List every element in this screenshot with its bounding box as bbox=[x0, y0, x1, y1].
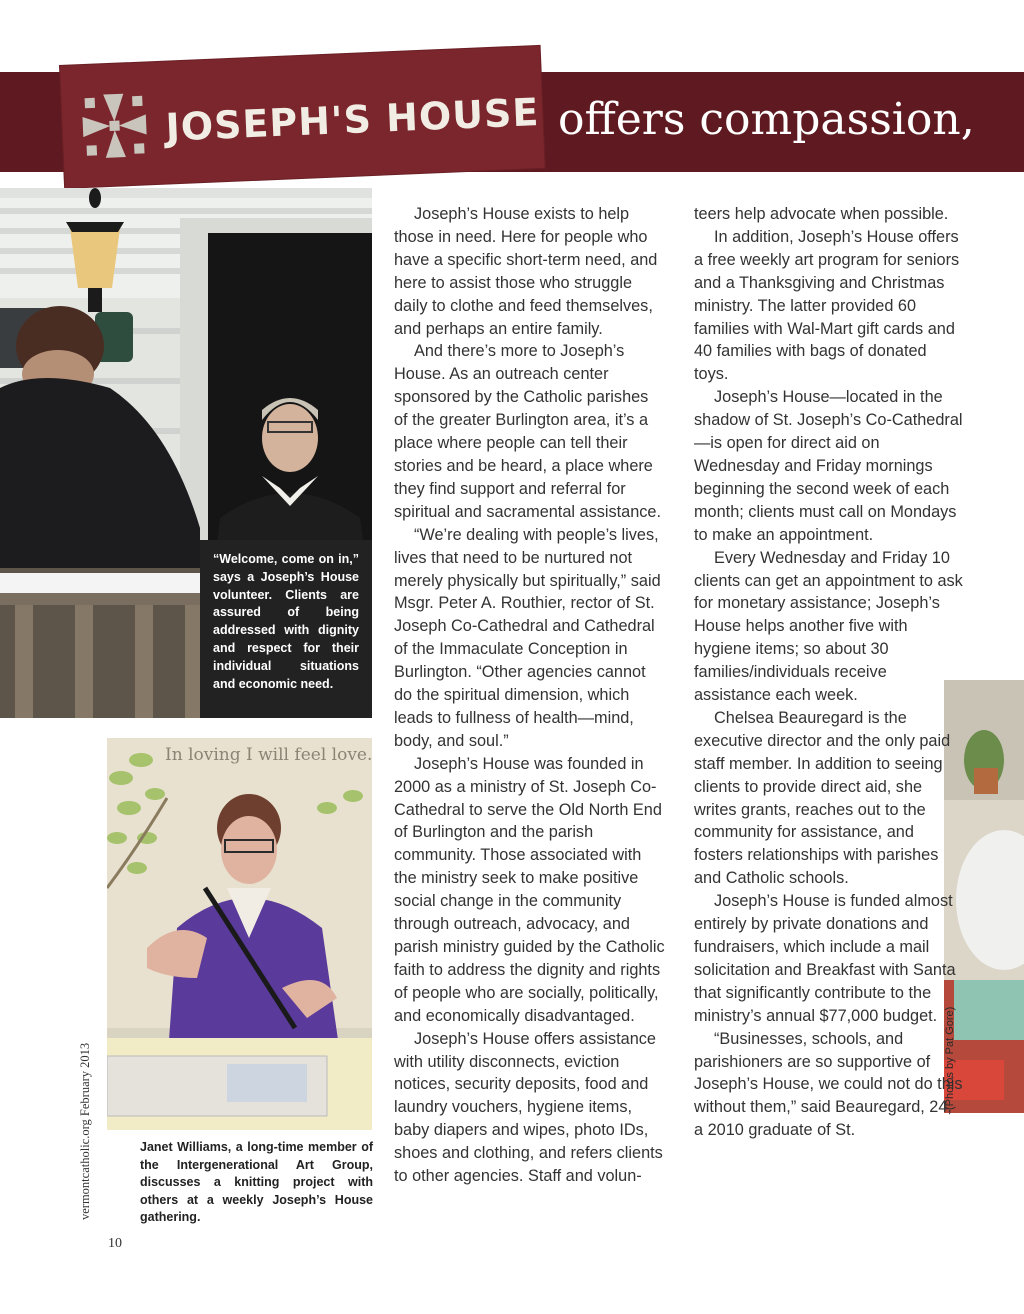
magazine-side-credit: vermontcatholic.org February 2013 bbox=[78, 1042, 92, 1220]
article-subtitle: offers compassion, bbox=[558, 94, 975, 145]
page-number: 10 bbox=[108, 1236, 122, 1251]
photo-caption-art-group: Janet Williams, a long-time member of the Intergenerational Art Group, discusses a knitting project with others at a weekly Joseph’s House gathering. bbox=[140, 1140, 373, 1225]
photo-credit: (Photos by Pat Gore) bbox=[944, 1006, 956, 1110]
title-plate bbox=[60, 46, 545, 188]
article-paragraph: Chelsea Beauregard is the executive director and the only paid staff member. In addition to seeing clients to provide direct aid, she writes grants, reaches out to the community for assistance, and fosters relationships with parishes and Catholic schools. bbox=[694, 708, 951, 888]
article-paragraph: “Businesses, schools, and parishioners are so supportive of Joseph’s House, we could not do this without them,” said Beauregard, 24, a 2010 graduate of St. bbox=[694, 1029, 963, 1140]
photo-caption-door: “Welcome, come on in,” says a Joseph’s House volunteer. Clients are assured of being addressed with dignity and respect for their individual situations and economic need. bbox=[213, 552, 359, 691]
article-paragraph: Every Wednesday and Friday 10 clients can get an appointment to ask for monetary assistance; Joseph’s House helps another five with hygiene items; so about 30 families/individuals receive assistance each week. bbox=[694, 548, 963, 705]
wall-quote: In loving I will feel love. bbox=[165, 745, 372, 765]
article-paragraph: Joseph’s House offers assistance with utility disconnects, eviction notices, security deposits, food and laundry vouchers, hygiene items, baby diapers and wipes, photo IDs, shoes and clothing, and refers clients to other agencies. Staff and volun- bbox=[394, 1029, 663, 1186]
article-paragraph: In addition, Joseph’s House offers a free weekly art program for seniors and a Thanksgiving and Christmas ministry. The latter provided 60 families with Wal-Mart gift cards and 40 families with bags of donated toys. bbox=[694, 227, 960, 384]
article-column-left bbox=[394, 203, 666, 1188]
maltese-cross-icon bbox=[77, 88, 152, 163]
article-paragraph: And there’s more to Joseph’s House. As an outreach center sponsored by the Catholic parishes of the greater Burlington area, it’s a place where people can tell their stories and be heard, a place where they find support and referral for spiritual and sacramental assistance. bbox=[394, 342, 661, 521]
article-paragraph: teers help advocate when possible. bbox=[694, 205, 949, 223]
art-group-photo-illustration bbox=[107, 738, 372, 1130]
article-column-right bbox=[694, 203, 964, 1142]
article-paragraph: Joseph’s House is funded almost entirely by private donations and fundraisers, which include a mail solicitation and Breakfast with Santa that significantly contribute to the ministry’s annual $77,000 budget. bbox=[694, 892, 956, 1025]
article-paragraph: Joseph’s House was founded in 2000 as a ministry of St. Joseph Co-Cathedral to serve the Old North End of Burlington and the parish community. Those associated with the ministry seek to make positive social change in the community through outreach, advocacy, and parish ministry guided by the Catholic faith to address the dignity and rights of people who are socially, politically, and economically disadvantaged. bbox=[394, 754, 665, 1025]
article-title: JOSEPH'S HOUSE bbox=[164, 89, 541, 150]
article-paragraph: Joseph’s House exists to help those in need. Here for people who have a specific short-term need, and here to assist those who struggle daily to clothe and feed themselves, and perhaps an entire family. bbox=[394, 205, 658, 338]
photo-art-group bbox=[107, 738, 372, 1130]
article-paragraph: “We’re dealing with people’s lives, lives that need to be nurtured not merely physically but spiritually,” said Msgr. Peter A. Routhier, rector of St. Joseph Co-Cathedral and Cathedral of the Immaculate Conception in Burlington. “Other agencies cannot do the spiritual dimension, which leads to fullness of health—mind, body, and soul.” bbox=[394, 525, 661, 750]
article-paragraph: Joseph’s House—located in the shadow of St. Joseph’s Co-Cathedral—is open for direct aid on Wednesday and Friday mornings beginning the second week of each month; clients must call on Mondays to make an appointment. bbox=[694, 388, 963, 544]
